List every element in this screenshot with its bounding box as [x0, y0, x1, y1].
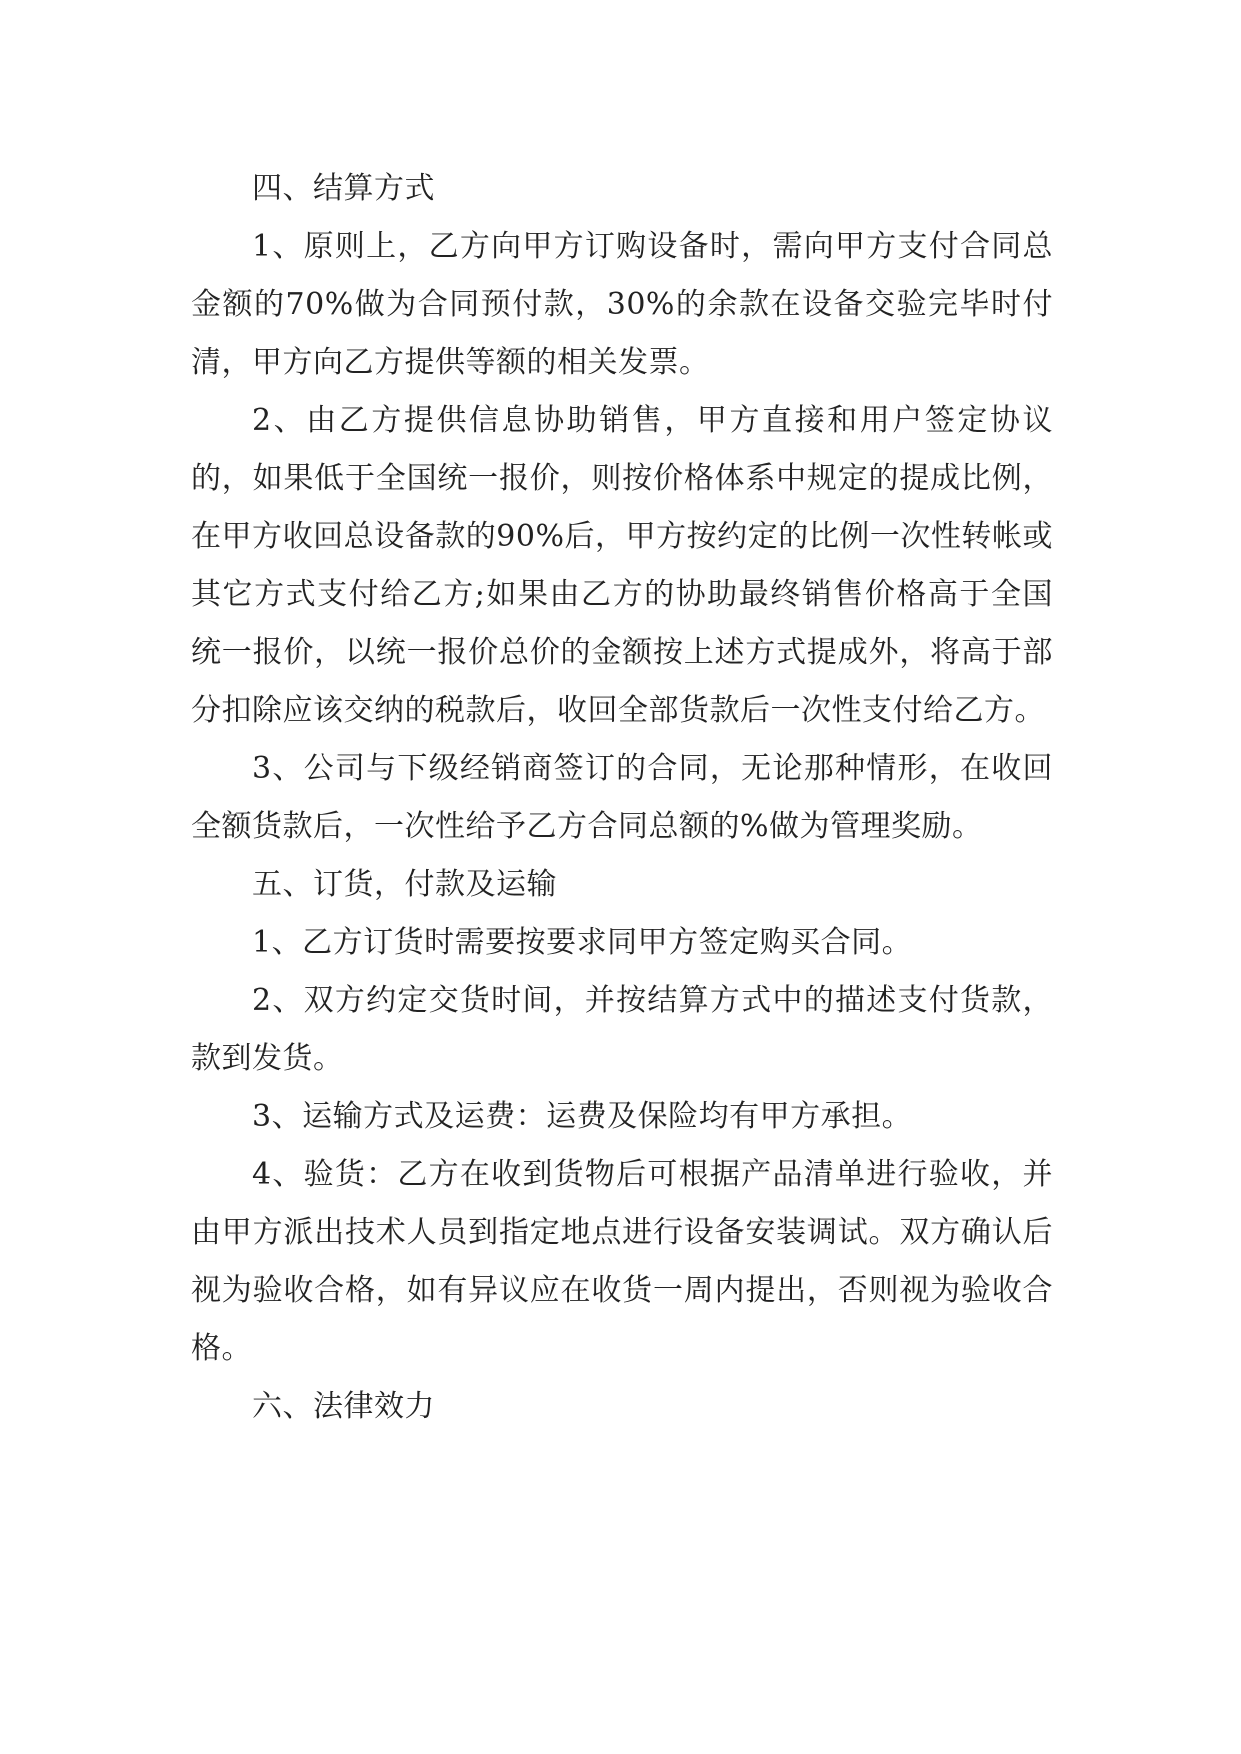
section-heading-ordering: 五、订货，付款及运输: [252, 867, 557, 902]
document-page: [191, 160, 1053, 1436]
clause-paragraph: 4、验货：乙方在收到货物后可根据产品清单进行验收，并由甲方派出技术人员到指定地点进行设备安装调试。双方确认后视为验收合格，如有异议应在收货一周内提出，否则视为验收合格。: [191, 1157, 1053, 1366]
clause-paragraph: 1、乙方订货时需要按要求同甲方签定购买合同。: [252, 925, 913, 960]
clause-paragraph: 2、双方约定交货时间，并按结算方式中的描述支付货款，款到发货。: [191, 983, 1053, 1076]
clause-paragraph: 1、原则上，乙方向甲方订购设备时，需向甲方支付合同总金额的70%做为合同预付款，30%的余款在设备交验完毕时付清，甲方向乙方提供等额的相关发票。: [191, 229, 1053, 380]
clause-paragraph: 3、运输方式及运费：运费及保险均有甲方承担。: [252, 1099, 913, 1134]
section-heading-settlement: 四、结算方式: [252, 171, 435, 206]
section-heading-legal-effect: 六、法律效力: [252, 1389, 435, 1424]
clause-paragraph: 3、公司与下级经销商签订的合同，无论那种情形，在收回全额货款后，一次性给予乙方合同总额的%做为管理奖励。: [191, 751, 1053, 844]
clause-paragraph: 2、由乙方提供信息协助销售，甲方直接和用户签定协议的，如果低于全国统一报价，则按价格体系中规定的提成比例，在甲方收回总设备款的90%后，甲方按约定的比例一次性转帐或其它方式支付给乙方;如果由乙方的协助最终销售价格高于全国统一报价，以统一报价总价的金额按上述方式提成外，将高于部分扣除应该交纳的税款后，收回全部货款后一次性支付给乙方。: [191, 403, 1053, 728]
